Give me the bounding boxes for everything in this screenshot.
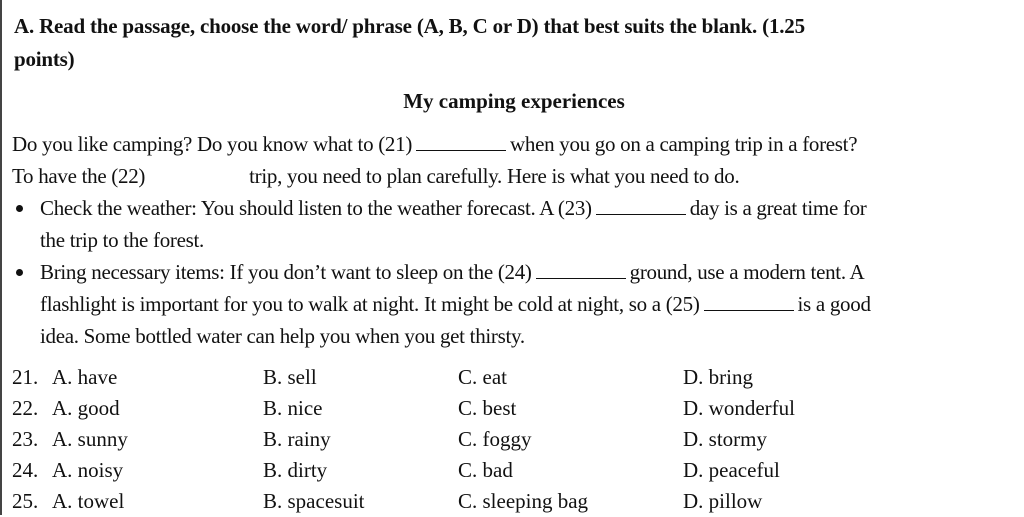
question-number: 22. bbox=[12, 396, 39, 420]
passage-line bbox=[40, 288, 1002, 320]
question-number: 24. bbox=[12, 458, 39, 482]
blank-24 bbox=[536, 260, 626, 279]
option-d: D. pillow bbox=[683, 489, 763, 513]
option-row-21 bbox=[12, 362, 1012, 393]
bullet-icon bbox=[16, 269, 23, 276]
option-a: A. towel bbox=[52, 489, 125, 513]
option-c: C. foggy bbox=[458, 427, 532, 451]
heading-line-1: A. Read the passage, choose the word/ phrase (A, B, C or D) that best suits the blank. (1.25 bbox=[14, 14, 805, 38]
passage-text-fragment: To have the (22) bbox=[12, 164, 146, 188]
bullet-icon bbox=[16, 205, 23, 212]
option-d: D. stormy bbox=[683, 427, 767, 451]
option-b: B. nice bbox=[263, 396, 323, 420]
blank-23 bbox=[596, 196, 686, 215]
option-row-23 bbox=[12, 424, 1012, 455]
passage-text-fragment: ground, use a modern tent. A bbox=[629, 260, 865, 284]
passage-text-fragment: day is a great time for bbox=[689, 196, 867, 220]
option-b: B. sell bbox=[263, 365, 317, 389]
option-d: D. peaceful bbox=[683, 458, 780, 482]
option-b: B. dirty bbox=[263, 458, 328, 482]
bullet-item-items bbox=[12, 256, 1002, 352]
section-heading bbox=[14, 10, 974, 76]
option-a: A. noisy bbox=[52, 458, 124, 482]
option-d: D. bring bbox=[683, 365, 753, 389]
passage-text-fragment: trip, you need to plan carefully. Here is what you need to do. bbox=[249, 164, 740, 188]
passage-line bbox=[40, 192, 1002, 224]
option-c: C. bad bbox=[458, 458, 513, 482]
option-b: B. rainy bbox=[263, 427, 331, 451]
heading-line-2: points) bbox=[14, 47, 75, 71]
option-row-22 bbox=[12, 393, 1012, 424]
option-a: A. good bbox=[52, 396, 120, 420]
passage-title: My camping experiences bbox=[403, 89, 625, 113]
option-row-24 bbox=[12, 455, 1012, 486]
passage-text-fragment: when you go on a camping trip in a forest? bbox=[510, 132, 858, 156]
option-c: C. sleeping bag bbox=[458, 489, 589, 513]
passage-line bbox=[40, 256, 1002, 288]
passage-text bbox=[12, 128, 1002, 352]
blank-21 bbox=[416, 132, 506, 151]
blank-22 bbox=[149, 164, 245, 183]
option-c: C. eat bbox=[458, 365, 507, 389]
option-a: A. sunny bbox=[52, 427, 128, 451]
passage-line: idea. Some bottled water can help you when you get thirsty. bbox=[40, 324, 525, 348]
option-a: A. have bbox=[52, 365, 118, 389]
answer-options bbox=[12, 362, 1012, 517]
passage-text-fragment: Check the weather: You should listen to the weather forecast. A (23) bbox=[40, 196, 592, 220]
question-number: 23. bbox=[12, 427, 39, 451]
passage-line: the trip to the forest. bbox=[40, 228, 204, 252]
option-b: B. spacesuit bbox=[263, 489, 365, 513]
option-row-25 bbox=[12, 486, 1012, 517]
passage-text-fragment: flashlight is important for you to walk at night. It might be cold at night, so a (25) bbox=[40, 292, 700, 316]
passage-text-fragment: Do you like camping? Do you know what to (21) bbox=[12, 132, 413, 156]
passage-text-fragment: Bring necessary items: If you don’t want to sleep on the (24) bbox=[40, 260, 532, 284]
blank-25 bbox=[704, 292, 794, 311]
question-number: 25. bbox=[12, 489, 39, 513]
passage-text-fragment: is a good bbox=[797, 292, 871, 316]
option-d: D. wonderful bbox=[683, 396, 795, 420]
bullet-item-weather bbox=[12, 192, 1002, 256]
passage-line bbox=[12, 160, 1002, 192]
question-number: 21. bbox=[12, 365, 39, 389]
passage-line bbox=[12, 128, 1002, 160]
option-c: C. best bbox=[458, 396, 517, 420]
